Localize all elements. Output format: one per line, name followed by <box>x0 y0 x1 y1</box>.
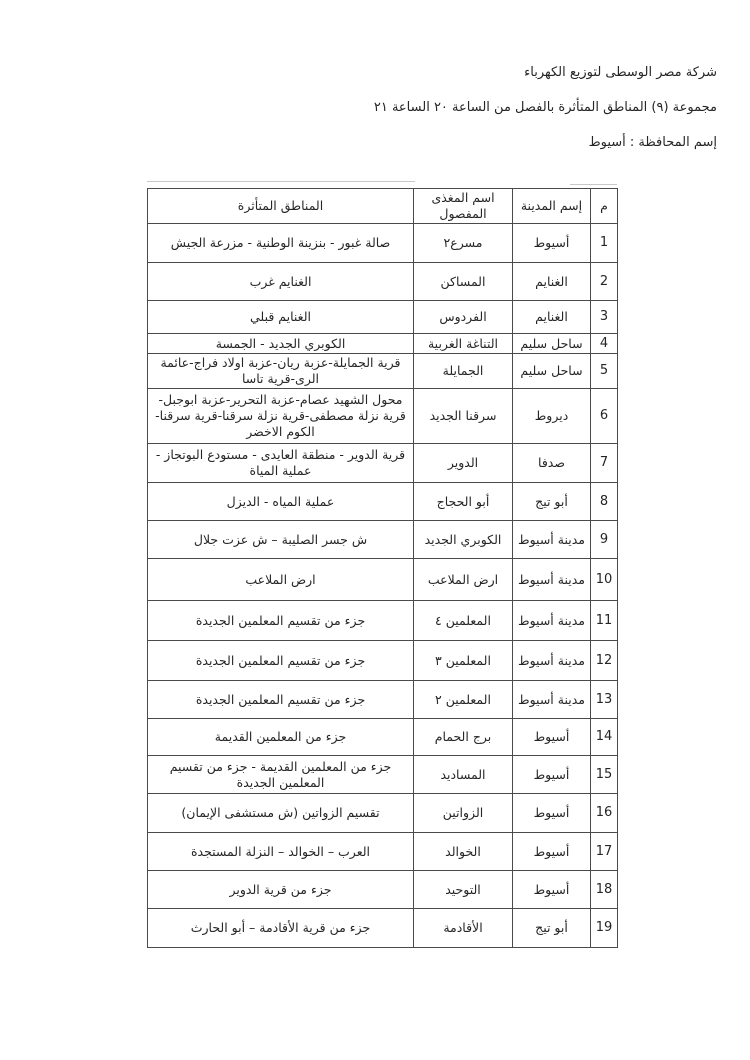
index-cell: 14 <box>591 719 618 756</box>
index-cell: 7 <box>591 444 618 483</box>
areas-cell: الكوبري الجديد - الجمسة <box>148 334 414 354</box>
areas-cell: جزء من قرية الدوير <box>148 871 414 909</box>
city-cell: ديروط <box>513 389 591 444</box>
feeder-cell: المساديد <box>414 756 513 794</box>
col-header-feeder: اسم المغذى المفصول <box>414 189 513 224</box>
areas-cell: قرية الجمايلة-عزبة ريان-عزبة اولاد فراج-عائمة الرى-قرية تاسا <box>148 354 414 389</box>
table-row <box>148 871 618 909</box>
outage-schedule-table <box>147 188 618 948</box>
feeder-cell: الفردوس <box>414 301 513 334</box>
areas-cell: جزء من قرية الأقادمة – أبو الحارث <box>148 909 414 948</box>
table-row <box>148 521 618 559</box>
table-body <box>148 224 618 948</box>
areas-cell: عملية المياه - الديزل <box>148 483 414 521</box>
table-row <box>148 301 618 334</box>
index-cell: 1 <box>591 224 618 263</box>
index-cell: 16 <box>591 794 618 833</box>
index-cell: 12 <box>591 641 618 681</box>
table-row <box>148 224 618 263</box>
index-cell: 10 <box>591 559 618 601</box>
index-cell: 3 <box>591 301 618 334</box>
col-header-index: م <box>591 189 618 224</box>
index-cell: 9 <box>591 521 618 559</box>
areas-cell: جزء من تقسيم المعلمين الجديدة <box>148 641 414 681</box>
areas-cell: جزء من تقسيم المعلمين الجديدة <box>148 681 414 719</box>
areas-cell: الغنايم قبلي <box>148 301 414 334</box>
table-row <box>148 334 618 354</box>
index-cell: 5 <box>591 354 618 389</box>
table-row <box>148 833 618 871</box>
table-row <box>148 681 618 719</box>
feeder-cell: الدوير <box>414 444 513 483</box>
col-header-areas: المناطق المتأثرة <box>148 189 414 224</box>
areas-cell: العرب – الخوالد – النزلة المستجدة <box>148 833 414 871</box>
feeder-cell: المعلمين ٢ <box>414 681 513 719</box>
table-row <box>148 389 618 444</box>
city-cell: مدينة أسيوط <box>513 559 591 601</box>
areas-cell: قرية الدوير - منطقة العايدى - مستودع البوتجاز - عملية المياة <box>148 444 414 483</box>
index-cell: 18 <box>591 871 618 909</box>
city-cell: ساحل سليم <box>513 334 591 354</box>
table-row <box>148 444 618 483</box>
feeder-cell: سرقنا الجديد <box>414 389 513 444</box>
areas-cell: جزء من المعلمين القديمة <box>148 719 414 756</box>
table-row <box>148 719 618 756</box>
feeder-cell: التناغة الغربية <box>414 334 513 354</box>
city-cell: الغنايم <box>513 263 591 301</box>
city-cell: أسيوط <box>513 224 591 263</box>
city-cell: ساحل سليم <box>513 354 591 389</box>
city-cell: مدينة أسيوط <box>513 601 591 641</box>
table-row <box>148 601 618 641</box>
index-cell: 4 <box>591 334 618 354</box>
feeder-cell: الأقادمة <box>414 909 513 948</box>
col-header-city: إسم المدينة <box>513 189 591 224</box>
feeder-cell: أبو الحجاج <box>414 483 513 521</box>
areas-cell: ش جسر الصليبة – ش عزت جلال <box>148 521 414 559</box>
city-cell: أسيوط <box>513 833 591 871</box>
city-cell: أبو تيج <box>513 483 591 521</box>
areas-cell: محول الشهيد عصام-عزبة التحرير-عزبة ابوجبل-قرية نزلة مصطفى-قرية نزلة سرقنا-قرية سرقنا-الكوم الاخضر <box>148 389 414 444</box>
areas-cell: جزء من تقسيم المعلمين الجديدة <box>148 601 414 641</box>
areas-cell: ارض الملاعب <box>148 559 414 601</box>
city-cell: أبو تيج <box>513 909 591 948</box>
group-title: مجموعة (٩) المناطق المتأثرة بالفصل من الساعة ٢٠ الساعة ٢١ <box>373 100 717 115</box>
table-header-row <box>148 189 618 224</box>
table-row <box>148 559 618 601</box>
index-cell: 13 <box>591 681 618 719</box>
areas-cell: تقسيم الزواتين (ش مستشفى الإيمان) <box>148 794 414 833</box>
index-cell: 8 <box>591 483 618 521</box>
feeder-cell: الزواتين <box>414 794 513 833</box>
city-cell: أسيوط <box>513 756 591 794</box>
feeder-cell: التوحيد <box>414 871 513 909</box>
city-cell: صدفا <box>513 444 591 483</box>
feeder-cell: المعلمين ٣ <box>414 641 513 681</box>
city-cell: مدينة أسيوط <box>513 521 591 559</box>
scan-artifact-line <box>570 184 617 185</box>
table-row <box>148 641 618 681</box>
city-cell: الغنايم <box>513 301 591 334</box>
scan-artifact-line <box>147 181 415 182</box>
feeder-cell: المعلمين ٤ <box>414 601 513 641</box>
feeder-cell: المساكن <box>414 263 513 301</box>
feeder-cell: برج الحمام <box>414 719 513 756</box>
city-cell: مدينة أسيوط <box>513 641 591 681</box>
index-cell: 2 <box>591 263 618 301</box>
table-row <box>148 354 618 389</box>
table-row <box>148 909 618 948</box>
table-row <box>148 794 618 833</box>
index-cell: 6 <box>591 389 618 444</box>
feeder-cell: ارض الملاعب <box>414 559 513 601</box>
table-row <box>148 756 618 794</box>
feeder-cell: مسرع٢ <box>414 224 513 263</box>
areas-cell: صالة غبور - بنزينة الوطنية - مزرعة الجيش <box>148 224 414 263</box>
feeder-cell: الجمايلة <box>414 354 513 389</box>
document-header <box>140 64 717 169</box>
company-name: شركة مصر الوسطى لتوزيع الكهرباء <box>524 65 717 80</box>
index-cell: 11 <box>591 601 618 641</box>
city-cell: أسيوط <box>513 871 591 909</box>
feeder-cell: الخوالد <box>414 833 513 871</box>
feeder-cell: الكوبري الجديد <box>414 521 513 559</box>
city-cell: مدينة أسيوط <box>513 681 591 719</box>
governorate-line: إسم المحافظة : أسيوط <box>588 135 717 150</box>
city-cell: أسيوط <box>513 719 591 756</box>
areas-cell: الغنايم غرب <box>148 263 414 301</box>
areas-cell: جزء من المعلمين القديمة - جزء من تقسيم المعلمين الجديدة <box>148 756 414 794</box>
index-cell: 15 <box>591 756 618 794</box>
index-cell: 17 <box>591 833 618 871</box>
table-row <box>148 263 618 301</box>
table-row <box>148 483 618 521</box>
city-cell: أسيوط <box>513 794 591 833</box>
index-cell: 19 <box>591 909 618 948</box>
